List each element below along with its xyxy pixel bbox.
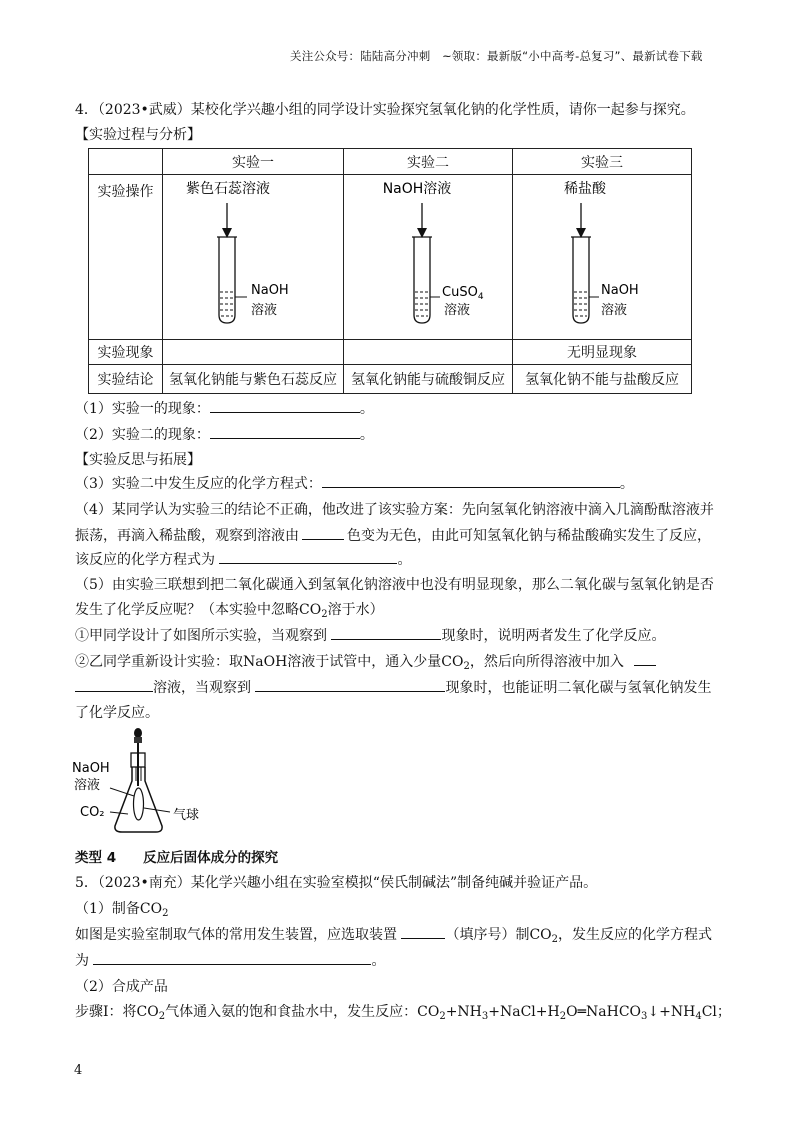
answer-blank[interactable]: [401, 924, 445, 939]
answer-blank[interactable]: [322, 473, 620, 488]
experiment3-cell: [513, 175, 692, 340]
figure-label: CO₂: [80, 805, 105, 820]
liquid: [220, 292, 234, 316]
tube-content-label: NaOH: [601, 283, 639, 298]
q4-part5-line6: 了化学反应。: [75, 705, 159, 721]
answer-blank[interactable]: [331, 625, 441, 640]
experiment-table: [88, 148, 692, 394]
conclusion-cell: 氢氧化钠能与紫色石蕊反应: [163, 365, 344, 394]
table-corner: [89, 149, 163, 175]
type4-heading: 类型 4 反应后固体成分的探究: [75, 850, 279, 866]
q4-part5-line2: 发生了化学反应呢？（本实验中忽略$CO_2$溶于水）: [75, 602, 384, 620]
conclusion-cell: 氢氧化钠不能与盐酸反应: [513, 365, 692, 394]
answer-blank[interactable]: [219, 549, 397, 564]
test-tube-diagram-3: [513, 175, 691, 335]
q4-part4-line3: 该反应的化学方程式为 。: [75, 549, 411, 569]
q4-part1: （1）实验一的现象： 。: [75, 398, 374, 418]
answer-blank[interactable]: [210, 398, 360, 413]
tube-content-label: 溶液: [601, 303, 628, 318]
tube-content-label: NaOH: [251, 283, 289, 298]
experiment1-cell: [163, 175, 344, 340]
conclusion-cell: 氢氧化钠能与硫酸铜反应: [344, 365, 513, 394]
q4-part5-line5: 溶液，当观察到 现象时，也能证明二氧化碳与氢氧化钠发生: [75, 677, 711, 697]
tube-content-label: CuSO$_4$: [442, 285, 484, 302]
phenomenon-cell: [163, 340, 344, 365]
q4-part5-line3: ①甲同学设计了如图所示实验，当观察到 现象时，说明两者发生了化学反应。: [75, 625, 665, 645]
table-header: 实验二: [344, 149, 513, 175]
q4-part5-line4: ②乙同学重新设计实验：取NaOH溶液于试管中，通入少量$CO_2$，然后向所得溶液中加入: [75, 651, 656, 672]
row-label: 实验操作: [89, 175, 163, 340]
q4-part2: （2）实验二的现象： 。: [75, 424, 374, 444]
answer-blank[interactable]: [210, 424, 360, 439]
q5-part2: （2）合成产品: [75, 979, 168, 995]
q5-part1: （1）制备$CO_2$: [75, 901, 169, 919]
q5-step1: 步骤Ⅰ：将$CO_2$气体通入氨的饱和食盐水中，发生反应：$CO_2+NH_3+NaCl+H_2O═NaHCO_3↓+NH_4Cl$；: [75, 1004, 731, 1022]
phenomenon-cell: 无明显现象: [513, 340, 692, 365]
reagent-label: NaOH溶液: [382, 181, 452, 197]
section-heading: 【实验过程与分析】: [75, 127, 201, 143]
experiment2-cell: [344, 175, 513, 340]
row-label: 实验结论: [89, 365, 163, 394]
tube-content-label: 溶液: [444, 303, 471, 318]
q4-part4-line2: 振荡，再滴入稀盐酸，观察到溶液由 色变为无色，由此可知氢氧化钠与稀盐酸确实发生了反应，: [75, 525, 711, 545]
reagent-label: 紫色石蕊溶液: [186, 181, 270, 197]
test-tube-diagram-2: [344, 175, 512, 335]
liquid: [415, 292, 429, 316]
answer-blank[interactable]: [93, 950, 371, 965]
liquid: [574, 292, 588, 316]
reagent-label: 稀盐酸: [564, 181, 606, 197]
answer-blank[interactable]: [302, 525, 344, 540]
q4-part4-line1: （4）某同学认为实验三的结论不正确，他改进了该实验方案：先向氢氧化钠溶液中滴入几滴酚酞溶液并: [75, 502, 714, 518]
figure-label: NaOH: [72, 761, 110, 776]
figure-label: 溶液: [74, 778, 101, 793]
answer-blank[interactable]: [75, 677, 153, 692]
table-header: 实验三: [513, 149, 692, 175]
answer-blank[interactable]: [255, 677, 445, 692]
answer-blank[interactable]: [634, 651, 656, 666]
row-label: 实验现象: [89, 340, 163, 365]
figure-label: 气球: [173, 808, 200, 823]
page-header: 关注公众号：陆陆高分冲刺 ~领取：最新版“小中高考-总复习”、最新试卷下载: [290, 49, 703, 63]
q5-line3: 为 。: [75, 950, 385, 970]
q4-part3: （3）实验二中发生反应的化学方程式： 。: [75, 473, 634, 493]
q5-line2: 如图是实验室制取气体的常用发生装置，应选取装置 （填序号）制$CO_2$，发生反应的化学方程式: [75, 924, 712, 945]
balloon: [134, 788, 144, 820]
phenomenon-cell: [344, 340, 513, 365]
page-number: 4: [74, 1063, 83, 1078]
dropper-bulb: [134, 728, 142, 738]
q4-part5-line1: （5）由实验三联想到把二氧化碳通入到氢氧化钠溶液中也没有明显现象，那么二氧化碳与氢氧化钠是否: [75, 577, 714, 593]
tube-content-label: 溶液: [251, 303, 278, 318]
test-tube-diagram-1: [163, 175, 343, 335]
co2-flask-diagram: [70, 726, 220, 841]
q4-title: 4．（2023•武威）某校化学兴趣小组的同学设计实验探究氢氧化钠的化学性质，请你一起参与探究。: [75, 102, 695, 118]
q5-title: 5．（2023•南充）某化学兴趣小组在实验室模拟“侯氏制碱法”制备纯碱并验证产品。: [75, 875, 598, 891]
section-heading: 【实验反思与拓展】: [75, 452, 201, 468]
table-header: 实验一: [163, 149, 344, 175]
